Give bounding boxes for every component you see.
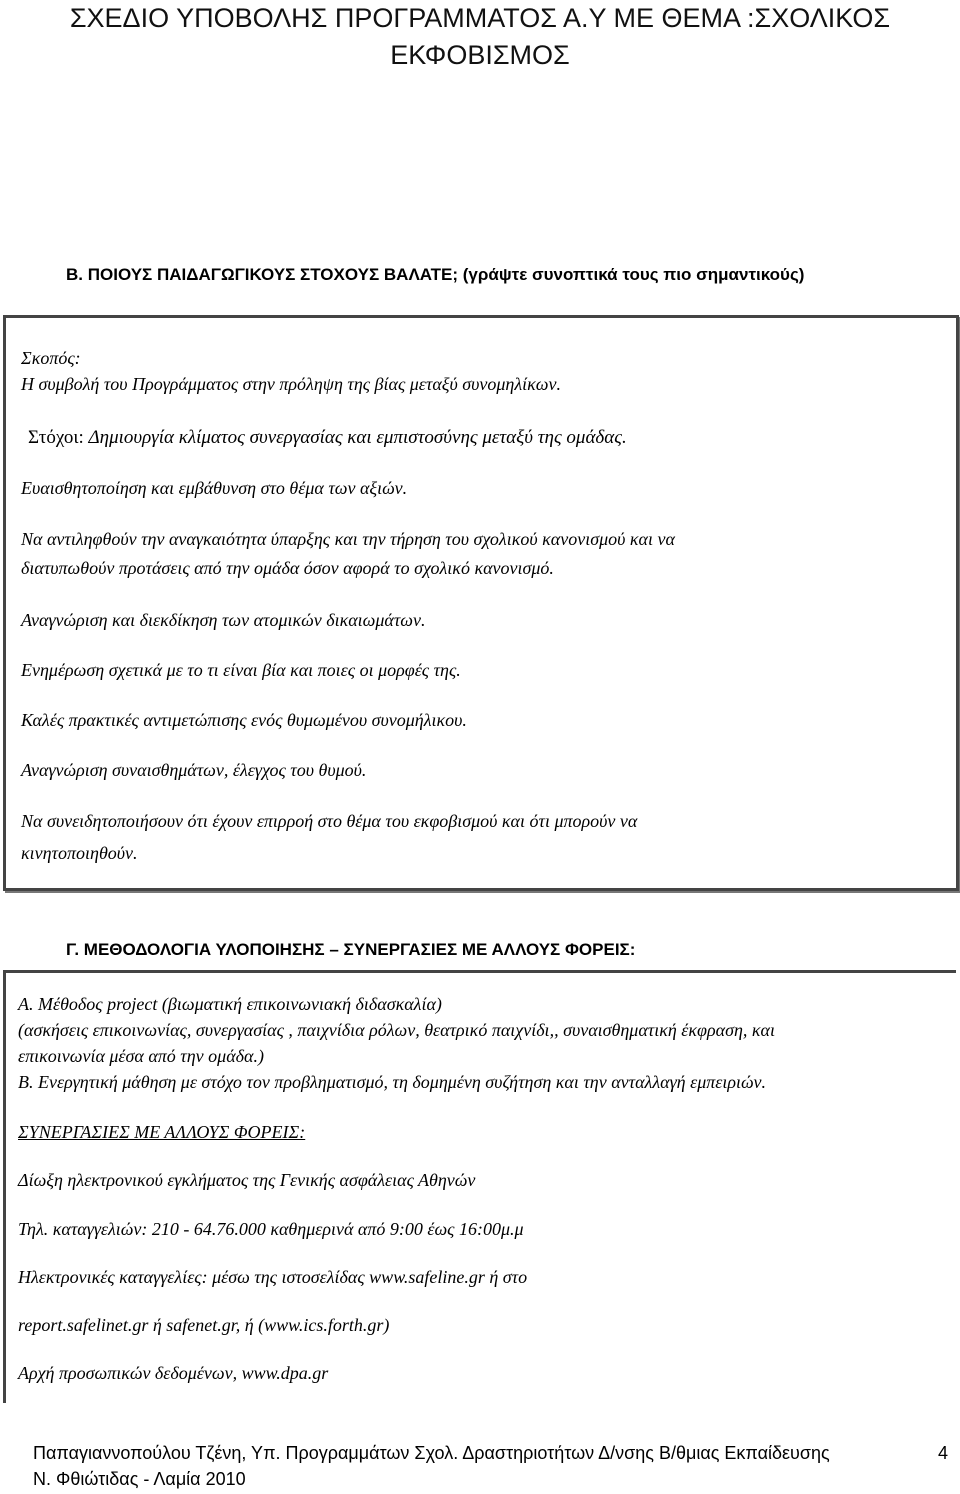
partner-3: Ηλεκτρονικές καταγγελίες: μέσω της ιστοσελίδας www.safeline.gr ή στο xyxy=(18,1267,528,1287)
goal-5: Ενημέρωση σχετικά με το τι είναι βία και ποιες οι μορφές της. xyxy=(21,660,461,680)
section-b-heading: Β. ΠΟΙΟΥΣ ΠΑΙΔΑΓΩΓΙΚΟΥΣ ΣΤΟΧΟΥΣ ΒΑΛΑΤΕ; (γράψτε συνοπτικά τους πιο σημαντικούς) xyxy=(66,265,805,284)
footer-location: Ν. Φθιώτιδας - Λαμία 2010 xyxy=(33,1469,246,1489)
title-line-1: ΣΧΕΔΙΟ ΥΠΟΒΟΛΗΣ ΠΡΟΓΡΑΜΜΑΤΟΣ Α.Υ ΜΕ ΘΕΜΑ :ΣΧΟΛΙΚΟΣ xyxy=(69,3,891,33)
footer-author: Παπαγιαννοπούλου Τζένη, Υπ. Προγραμμάτων Σχολ. Δραστηριοτήτων Δ/νσης Β/θμιας Εκπαίδευσης xyxy=(33,1443,830,1463)
goal-8-line-2: κινητοποιηθούν. xyxy=(21,843,138,863)
goal-3-line-1: Να αντιληφθούν την αναγκαιότητα ύπαρξης και την τήρηση του σχολικού κανονισμού και να xyxy=(21,529,675,549)
page-footer xyxy=(33,1440,948,1492)
partner-4: report.safelinet.gr ή safenet.gr, ή (www.ics.forth.gr) xyxy=(18,1315,390,1335)
partner-2: Τηλ. καταγγελιών: 210 - 64.76.000 καθημερινά από 9:00 έως 16:00μ.μ xyxy=(18,1219,524,1239)
goal-7: Αναγνώριση συναισθημάτων, έλεγχος του θυμού. xyxy=(21,760,367,780)
method-a-detail-1: (ασκήσεις επικοινωνίας, συνεργασίας , παιχνίδια ρόλων, θεατρικό παιχνίδι,, συναισθηματική έκφραση, και xyxy=(18,1020,775,1040)
document-title xyxy=(0,0,960,74)
section-c-heading xyxy=(66,940,635,960)
section-c-heading-text: Γ. ΜΕΘΟΔΟΛΟΓΙΑ ΥΛΟΠΟΙΗΣΗΣ – ΣΥΝΕΡΓΑΣΙΕΣ ΜΕ ΑΛΛΟΥΣ ΦΟΡΕΙΣ: xyxy=(66,940,636,959)
title-line-2: ΕΚΦΟΒΙΣΜΟΣ xyxy=(390,40,570,70)
footer-row xyxy=(33,1440,948,1466)
goal-6: Καλές πρακτικές αντιμετώπισης ενός θυμωμένου συνομήλικου. xyxy=(21,710,467,730)
aim-label: Σκοπός: xyxy=(21,348,81,368)
goals-box xyxy=(3,315,959,891)
goal-2: Ευαισθητοποίηση και εμβάθυνση στο θέμα των αξιών. xyxy=(21,478,408,498)
goal-1: Δημιουργία κλίματος συνεργασίας και εμπιστοσύνης μεταξύ της ομάδας. xyxy=(88,427,627,448)
partners-heading: ΣΥΝΕΡΓΑΣΙΕΣ ΜΕ ΑΛΛΟΥΣ ΦΟΡΕΙΣ: xyxy=(18,1122,306,1142)
goals-label: Στόχοι: xyxy=(28,427,84,448)
method-a-detail-2: επικοινωνία μέσα από την ομάδα.) xyxy=(18,1046,264,1066)
goals-first-line xyxy=(28,424,958,451)
partner-1: Δίωξη ηλεκτρονικού εγκλήματος της Γενικής ασφάλειας Αθηνών xyxy=(18,1170,476,1190)
goal-4: Αναγνώριση και διεκδίκηση των ατομικών δικαιωμάτων. xyxy=(21,610,426,630)
goal-8-line-1: Να συνειδητοποιήσουν ότι έχουν επιρροή στο θέμα του εκφοβισμού και ότι μπορούν να xyxy=(21,811,638,831)
goal-3-line-2: διατυπωθούν προτάσεις από την ομάδα όσον αφορά το σχολικό κανονισμό. xyxy=(21,558,554,578)
partner-5: Αρχή προσωπικών δεδομένων, www.dpa.gr xyxy=(18,1363,329,1383)
method-a: Α. Μέθοδος project (βιωματική επικοινωνιακή διδασκαλία) xyxy=(18,994,442,1014)
methodology-box xyxy=(3,970,956,1403)
page-number: 4 xyxy=(937,1443,948,1463)
method-b: Β. Ενεργητική μάθηση με στόχο τον προβληματισμό, τη δομημένη συζήτηση και την ανταλλαγή εμπειριών. xyxy=(18,1072,767,1092)
aim-text: Η συμβολή του Προγράμματος στην πρόληψη της βίας μεταξύ συνομηλίκων. xyxy=(21,374,561,394)
